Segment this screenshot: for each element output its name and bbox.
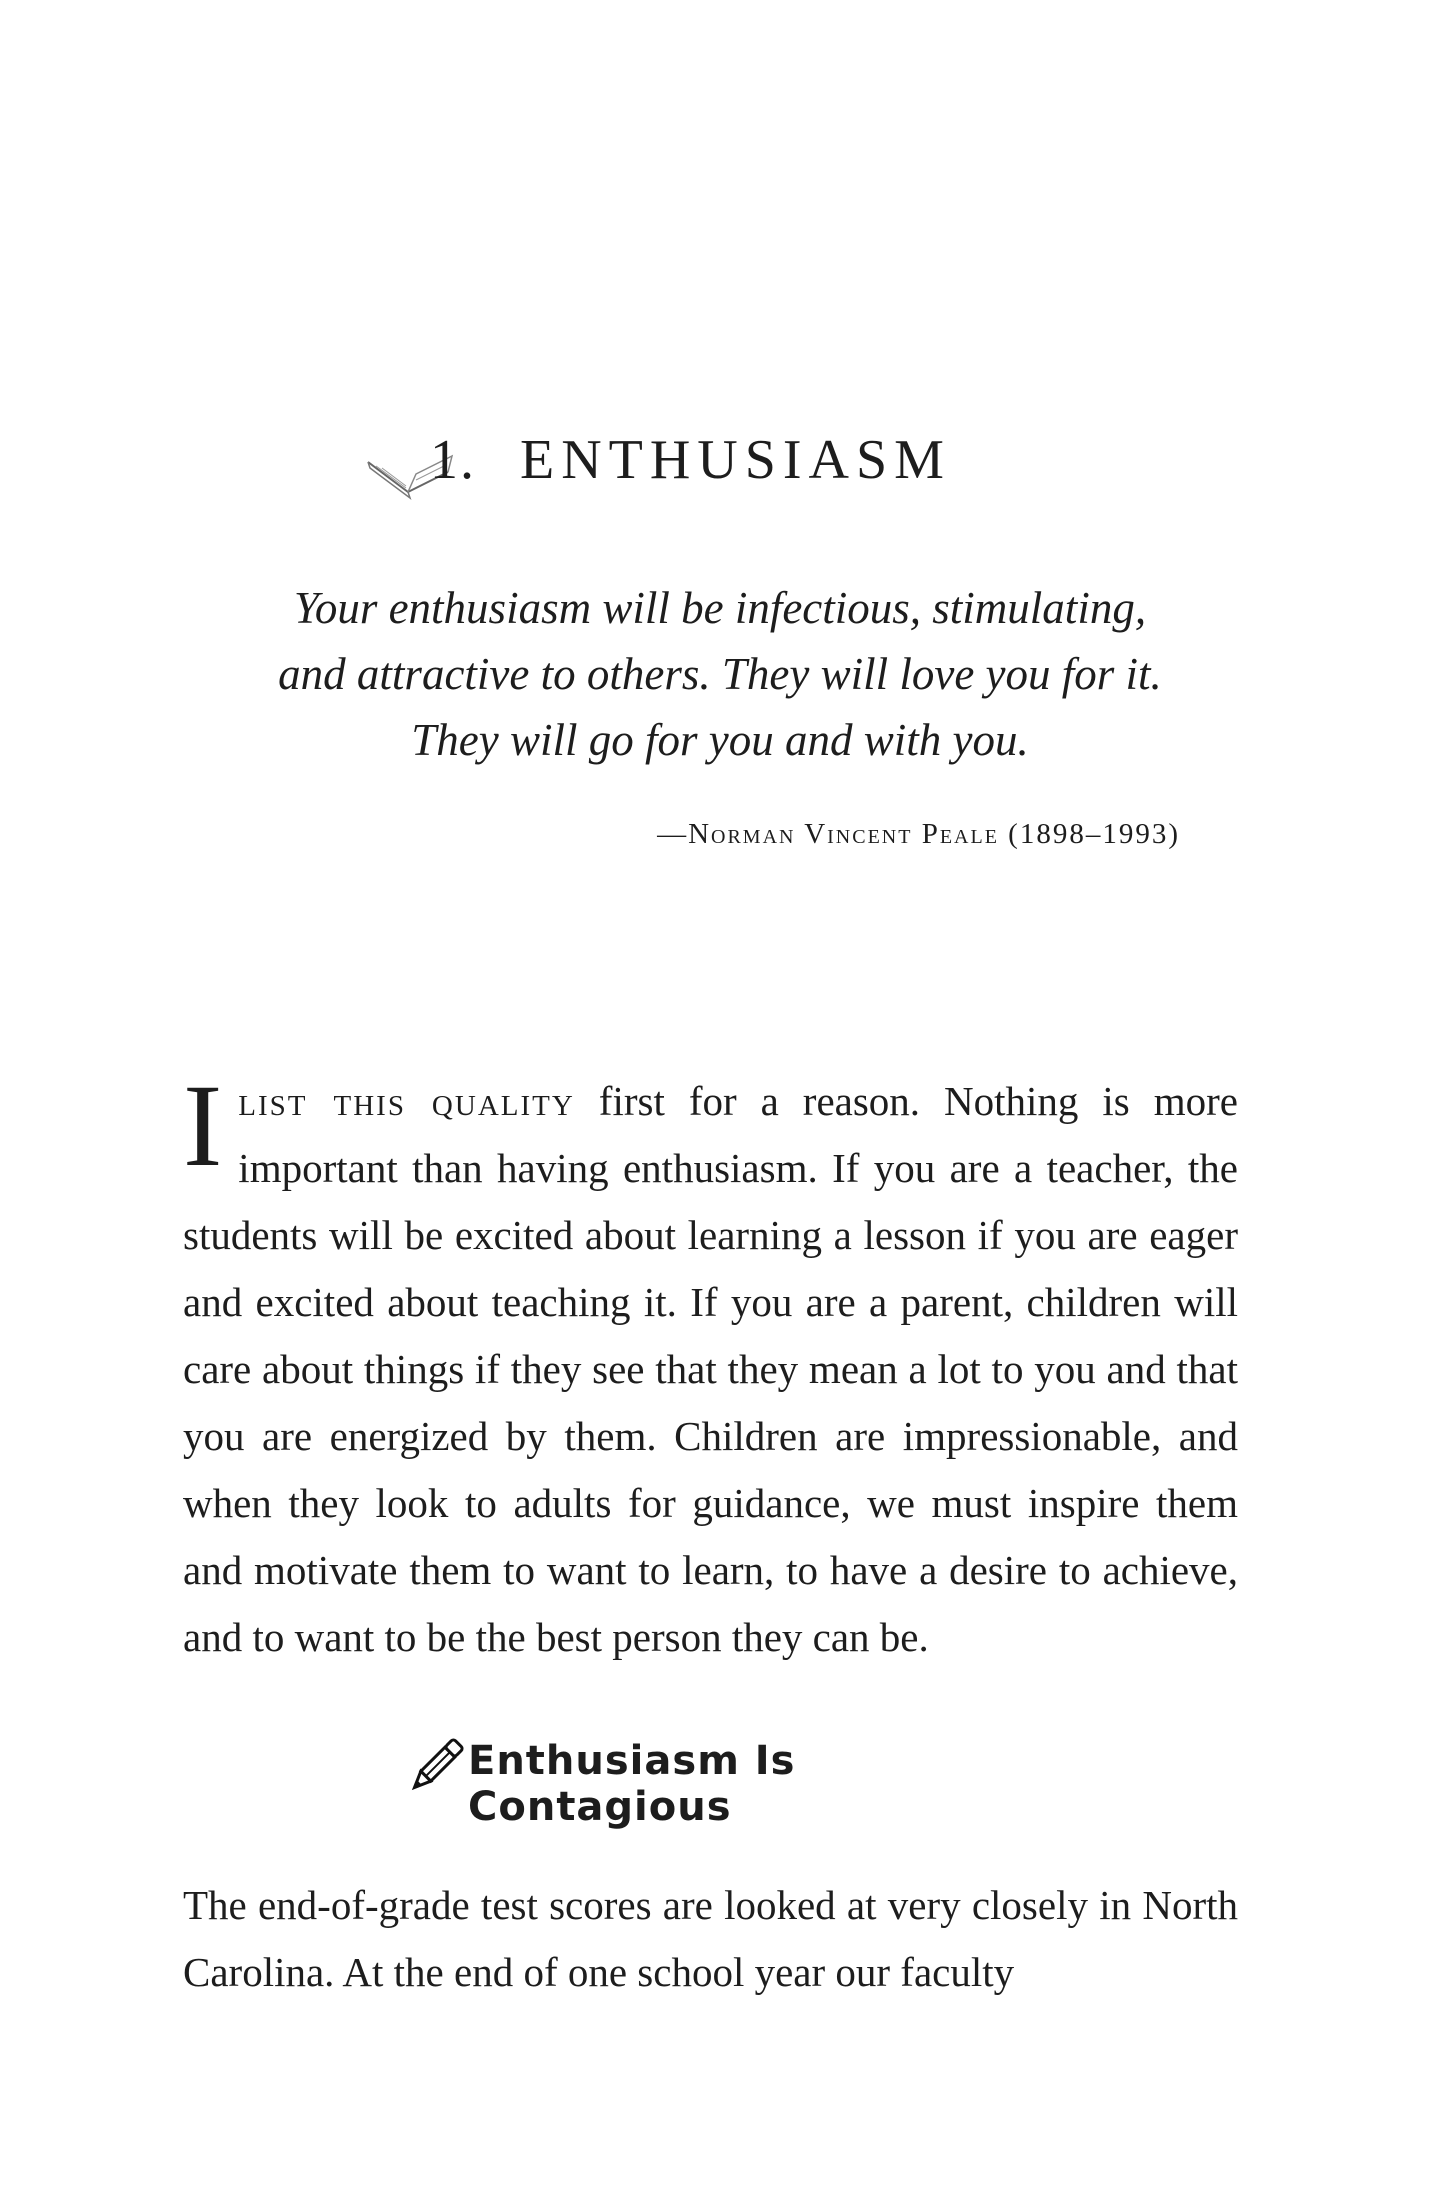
body-paragraph: The end-of-grade test scores are looked at very closely in North Carolina. At the end of one school year our faculty [183,1882,1238,1995]
epigraph-attribution: —Norman Vincent Peale (1898–1993) [657,818,1180,850]
pencil-icon [400,1732,470,1802]
epigraph-line: and attractive to others. They will love you for it. [278,649,1162,699]
chapter-title: ENTHUSIASM [520,429,951,491]
chapter-heading [360,420,1060,520]
paragraph-text: first for a reason. Nothing is more important than having enthusiasm. If you are a teacher, the students will be excited about learning a lesson if you are eager and excited about teaching it. If you are a parent, children will care about things if they see that they mean a lot to you and that you are energized by them. Children are impressionable, and when they look to adults for guidance, we must inspire them and motivate them to want to learn, to have a desire to achieve, and to want to be the best person they can be. [183,1078,1238,1660]
section-title: Enthusiasm Is Contagious [468,1738,796,1830]
drop-cap: I [183,1060,223,1191]
epigraph-line: They will go for you and with you. [411,715,1029,765]
chapter-number: 1. [430,429,476,491]
section-heading [400,1728,1040,1830]
epigraph-line: Your enthusiasm will be infectious, stimulating, [293,583,1147,633]
lead-in-small-caps: list this quality [238,1078,575,1124]
body-paragraph [183,1060,1238,1671]
epigraph [250,575,1190,773]
